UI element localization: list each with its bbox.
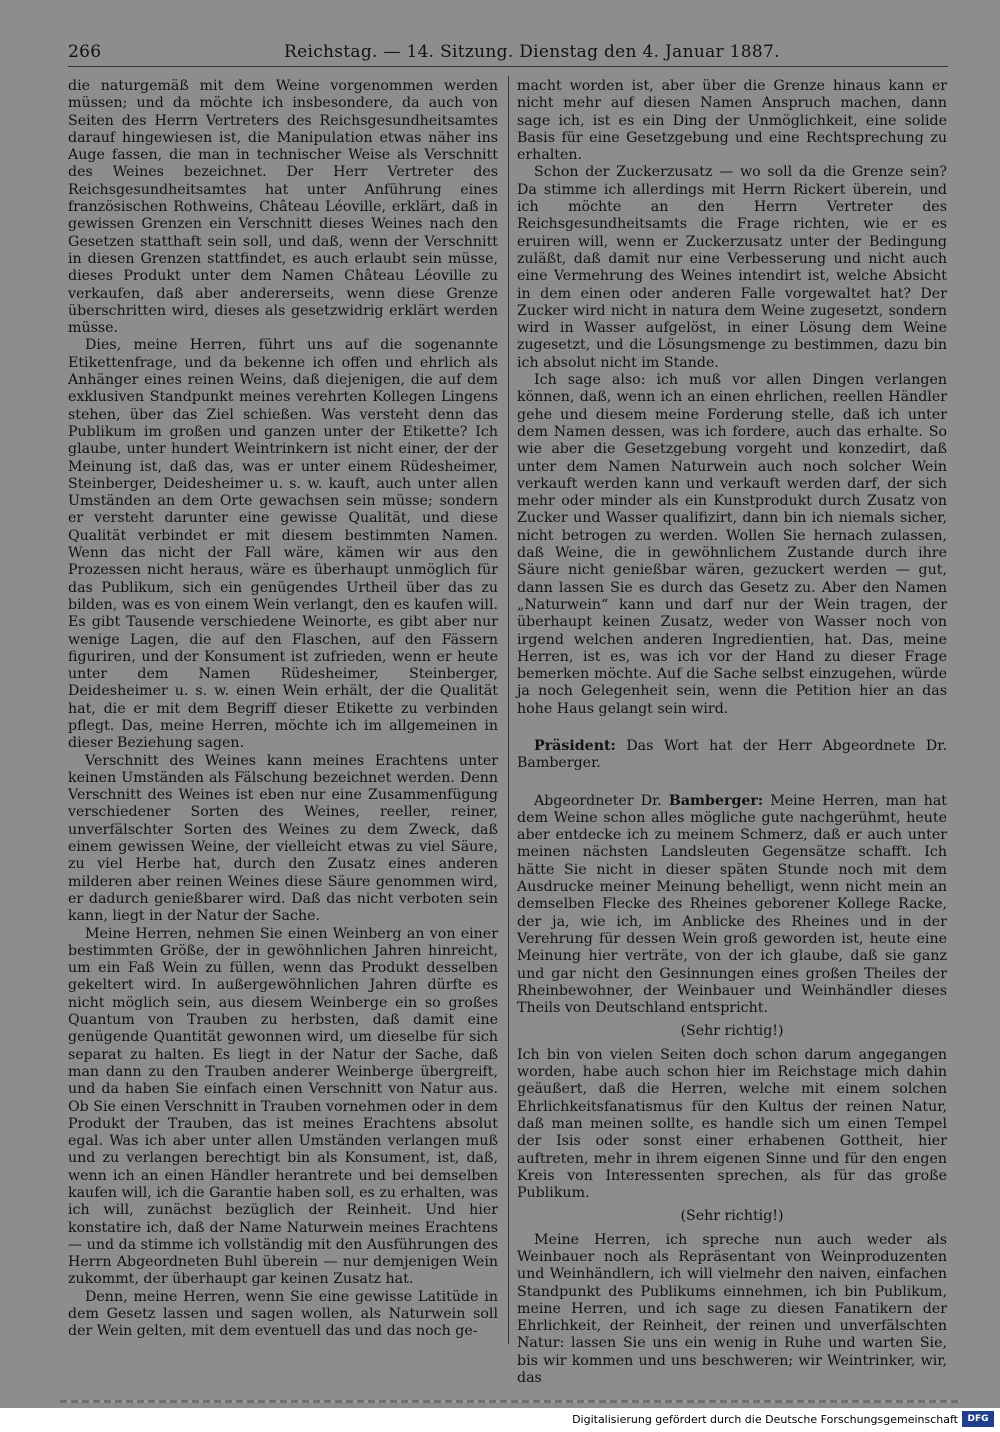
paragraph: Ich sage also: ich muß vor allen Dingen verlangen können, daß, wenn ich an einen ehrlichen, reellen Händler gehe und diesem meine Forderung stelle, daß ich unter dem Namen dessen, was ich fordere, auch das erhalte. So wie aber die Gesetzgebung vorgeht und konzedirt, daß unter dem Namen Naturwein auch noch solcher Wein verkauft werden kann und verkauft werden darf, der sich mehr oder minder als ein Kunstprodukt durch Zusatz von Zucker und Wasser qualifizirt, dann bin ich niemals sicher, nicht betrogen zu werden. Wollen Sie hernach zulassen, daß Weine, die in gewöhnlichem Zustande durch ihre Säure nicht genießbar wären, gezuckert werden — gut, dann lassen Sie es durch das Gesetz zu. Aber den Namen „Naturwein“ kann und darf nur der Wein tragen, der überhaupt keinen Zusatz, weder von Wasser noch von irgend welchen anderen Ingredientien, hat. Das, meine Herren, ist es, was ich vor der Hand zu dieser Frage bemerken möchte. Auf die Sache selbst einzugehen, würde ja noch Gelegenheit sein, wenn die Petition hier an das hohe Haus gelangt sein wird. (517, 372, 947, 717)
paragraph: Verschnitt des Weines kann meines Erachtens unter keinen Umständen als Fälschung bezeichnet werden. Denn Verschnitt des Weines ist eben nur eine Zusammenfügung verschiedener Sorten des Weines, reeller, reiner, unverfälschter Sorten des Weines zu dem Zweck, daß einem gewissen Weine, der vielleicht etwas zu viel Säure, zu viel Herbe hat, durch den Zusatz eines anderen milderen aber reinen Weines diese Säure genommen wird, er dadurch genießbarer wird. Daß das nicht verboten sein kann, liegt in der Natur der Sache. (68, 752, 498, 925)
footer-bar (0, 1408, 1000, 1432)
paragraph: Meine Herren, nehmen Sie einen Weinberg an von einer bestimmten Größe, der in gewöhnlichen Jahren hinreicht, um ein Faß Wein zu füllen, wenn das Produkt desselben gekeltert wird. In außergewöhnlichen Jahren dürfte es nicht möglich sein, aus diesem Weinberge ein so großes Quantum von Trauben zu herbsten, daß damit eine genügende Quantität gewonnen wird, um dieselbe für sich separat zu halten. Es liegt in der Natur der Sache, daß man dann zu den Trauben anderer Weinberge übergreift, und da haben Sie einfach einen Verschnitt von Natur aus. Ob Sie einen Verschnitt in Trauben vornehmen oder in dem Produkt der Trauben, das ist meines Erachtens absolut egal. Was ich aber unter allen Umständen verlangen muß und zu verlangen berechtigt bin als Konsument, ist, daß, wenn ich an einen Händler herantrete und bei demselben kaufen will, ich die Garantie haben soll, es zu erhalten, was ich will, zunächst bezüglich der Reinheit. Und hier konstatire ich, daß der Name Naturwein meines Erachtens — und da stimme ich vollständig mit den Ausführungen des Herrn Abgeordneten Buhl überein — nur demjenigen Wein zukommt, der überhaupt gar keinen Zusatz hat. (68, 925, 498, 1288)
paragraph: Denn, meine Herren, wenn Sie eine gewisse Latitüde in dem Gesetz lassen und sagen wollen, als Naturwein soll der Wein gelten, mit dem eventuell das und das noch ge- (68, 1288, 498, 1340)
paragraph: Meine Herren, ich spreche nun auch weder als Weinbauer noch als Repräsentant von Weinproduzenten und Weinhändlern, ich will vielmehr den naiven, einfachen Standpunkt des Publikums einnehmen, ich bin Publikum, meine Herren, und ich sage zu diesen Fanatikern der Ehrlichkeit, der Reinheit, der reinen und unverfälschten Natur: lassen Sie uns ein wenig in Ruhe und warten Sie, bis wir kommen und uns beschweren; wir Weintrinker, wir, das (517, 1231, 947, 1387)
right-column (517, 78, 947, 1387)
speaker-prefix: Abgeordneter Dr. (534, 792, 662, 809)
bamberger-text: Meine Herren, man hat dem Weine schon alles mögliche gute nachgerühmt, heute aber entdecke ich zu meinem Schmerz, daß er auch unter meinen nächsten Landsleuten Gegensätze schafft. Ich hätte Sie nicht in dieser späten Stunde noch mit dem Ausdrucke meiner Meinung behelligt, wenn nicht mein an demselben Flecke des Rheines geborener Kollege Racke, der ja, wie ich, im Anblicke des Rheines und in der Verehrung für dessen Wein groß geworden ist, heute eine Meinung hier verträte, von der ich glaube, daß sie ganz und gar nicht den Gesinnungen eines großen Theiles der Rheinbewohner, der Weinbauer und Weinhändler dieses Theils von Deutschland entspricht. (517, 792, 948, 1017)
bottom-rule (60, 1400, 960, 1403)
column-divider (508, 76, 509, 1344)
page-number: 266 (68, 42, 102, 62)
page-title: Reichstag. — 14. Sitzung. Dienstag den 4. Januar 1887. (284, 42, 780, 62)
bamberger-speech (517, 793, 947, 1018)
interjection: (Sehr richtig!) (680, 1023, 784, 1040)
paragraph: Dies, meine Herren, führt uns auf die sogenannte Etikettenfrage, und da bekenne ich offen und ehrlich als Anhänger eines reinen Weins, daß diejenigen, die auf dem exklusiven Standpunkt meines verehrten Kollegen Lingens stehen, über das Ziel schießen. Was versteht denn das Publikum im großen und ganzen unter der Etikette? Ich glaube, unter hundert Weintrinkern ist nicht einer, der der Meinung ist, daß das, was er unter einem Rüdesheimer, Steinberger, Deidesheimer u. s. w. kauft, auch unter allen Umständen an dem Orte gewachsen sein müsse; sondern er versteht darunter eine gewisse Qualität, und diese Qualität verbindet er mit diesem bestimmten Namen. Wenn das nicht der Fall wäre, kämen wir aus den Prozessen nicht heraus, wäre es überhaupt unmöglich für das Publikum, sich ein genügendes Urtheil über das zu bilden, was es von einem Wein verlangt, den es kaufen will. Es gibt Tausende verschiedene Weinorte, es gibt aber nur wenige Lagen, die auf den Flaschen, auf den Fässern figuriren, und der Konsument ist zufrieden, wenn er heute unter dem Namen Rüdesheimer, Steinberger, Deidesheimer u. s. w. einen Wein erhält, der die Qualität hat, die er mit dem Begriff dieser Etikette zu verbinden pflegt. Das, meine Herren, möchte ich im allgemeinen in dieser Beziehung sagen. (68, 337, 498, 752)
president-text: Das Wort hat der Herr Abgeordnete Dr. Bamberger. (517, 737, 947, 772)
header-rule (68, 66, 948, 67)
digitization-credit: Digitalisierung gefördert durch die Deutsche Forschungsgemeinschaft (572, 1413, 958, 1426)
page-header (68, 40, 948, 66)
speaker-bamberger: Bamberger: (668, 792, 764, 809)
paragraph: die naturgemäß mit dem Weine vorgenommen werden müssen; und da möchte ich insbesondere, da auch von Seiten des Herrn Vertreters des Reichsgesundheitsamtes darauf hingewiesen ist, die Manipulation etwas näher ins Auge fassen, die man in technischer Weise als Verschnitt des Weines bezeichnet. Der Herr Vertreter des Reichsgesundheitsamtes hat unter Anführung eines französischen Rothweins, Château Léoville, erklärt, daß in gewissen Grenzen ein Verschnitt dieses Weines nach den Gesetzen statthaft sein soll, und daß, wenn der Verschnitt in diesen Grenzen stattfindet, es auch erlaubt sein müsse, dieses Produkt unter dem Namen Château Léoville zu verkaufen, daß aber andererseits, wenn diese Grenze überschritten wird, dieses als gesetzwidrig erklärt werden müsse. (68, 78, 498, 337)
dfg-logo: DFG (962, 1411, 994, 1427)
interjection: (Sehr richtig!) (680, 1208, 784, 1225)
left-column (68, 78, 498, 1341)
paragraph: Ich bin von vielen Seiten doch schon darum angegangen worden, habe auch schon hier im Reichstage mich dahin geäußert, daß die Herren, welche mit einem solchen Ehrlichkeitsfanatismus für den Kultus der reinen Natur, daß man meinen sollte, es handle sich um einen Tempel der Isis oder sonst einer erhabenen Gottheit, hier auftreten, mehr in ihrem eigenen Sinne und für den engen Kreis von Interessenten sprechen, als für das große Publikum. (517, 1046, 947, 1202)
president-statement (517, 738, 947, 773)
paragraph: Schon der Zuckerzusatz — wo soll da die Grenze sein? Da stimme ich allerdings mit Herrn Rickert überein, und ich möchte an den Herrn Vertreter des Reichsgesundheitsamts die Frage richten, wie er es eruiren will, wenn er Zuckerzusatz unter der Bedingung zuläßt, daß damit nur eine Verbesserung und nicht auch eine Vermehrung des Weines intendirt ist, welche Absicht in dem einen oder anderen Falle vorgewaltet hat? Der Zucker wird nicht in natura dem Weine zugesetzt, sondern wird in Wasser aufgelöst, in einer Lösung dem Weine zugesetzt, und die Lösungsmenge zu bestimmen, dazu bin ich absolut nicht im Stande. (517, 164, 947, 371)
paragraph: macht worden ist, aber über die Grenze hinaus kann er nicht mehr auf diesen Namen Anspruch machen, dann sage ich, ist es ein Ding der Unmöglichkeit, eine solide Basis für eine Gesetzgebung und eine Rechtsprechung zu erhalten. (517, 78, 947, 164)
speaker-president: Präsident: (534, 737, 616, 754)
